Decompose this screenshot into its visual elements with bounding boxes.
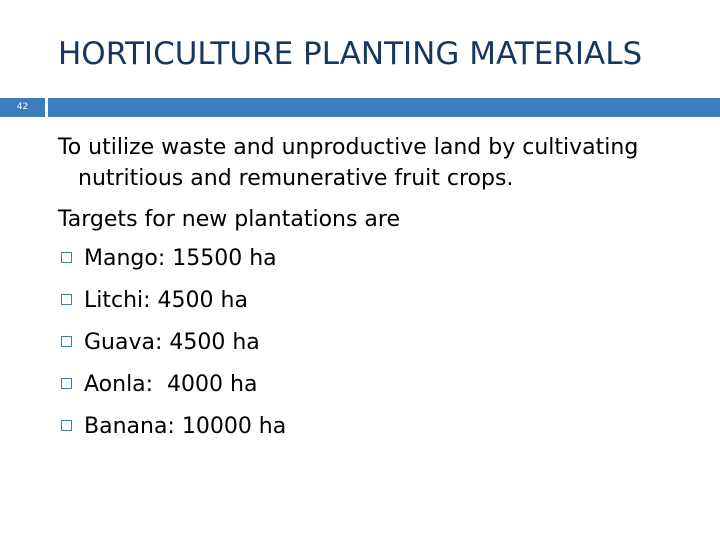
objective-text: To utilize waste and unproductive land by cultivating nutritious and remunerative fruit crops.: [58, 135, 639, 191]
targets-intro: Targets for new plantations are: [58, 207, 401, 232]
title-divider-bar: [48, 98, 720, 117]
target-text: Guava: 4500 ha: [84, 330, 260, 355]
list-item: [58, 406, 708, 448]
target-text: Banana: 10000 ha: [84, 414, 287, 439]
list-item: [58, 280, 708, 322]
target-text: Litchi: 4500 ha: [84, 288, 248, 313]
list-item: [58, 238, 708, 280]
slide-body: [58, 132, 708, 448]
square-bullet-icon: [61, 294, 72, 305]
slide-title: HORTICULTURE PLANTING MATERIALS: [58, 36, 643, 72]
list-item: [58, 364, 708, 406]
slide-number: 42: [16, 102, 29, 112]
square-bullet-icon: [61, 252, 72, 263]
target-text: Mango: 15500 ha: [84, 246, 277, 271]
target-text: Aonla: 4000 ha: [84, 372, 258, 397]
targets-list: [58, 238, 708, 448]
list-item: [58, 322, 708, 364]
square-bullet-icon: [61, 336, 72, 347]
square-bullet-icon: [61, 378, 72, 389]
square-bullet-icon: [61, 420, 72, 431]
